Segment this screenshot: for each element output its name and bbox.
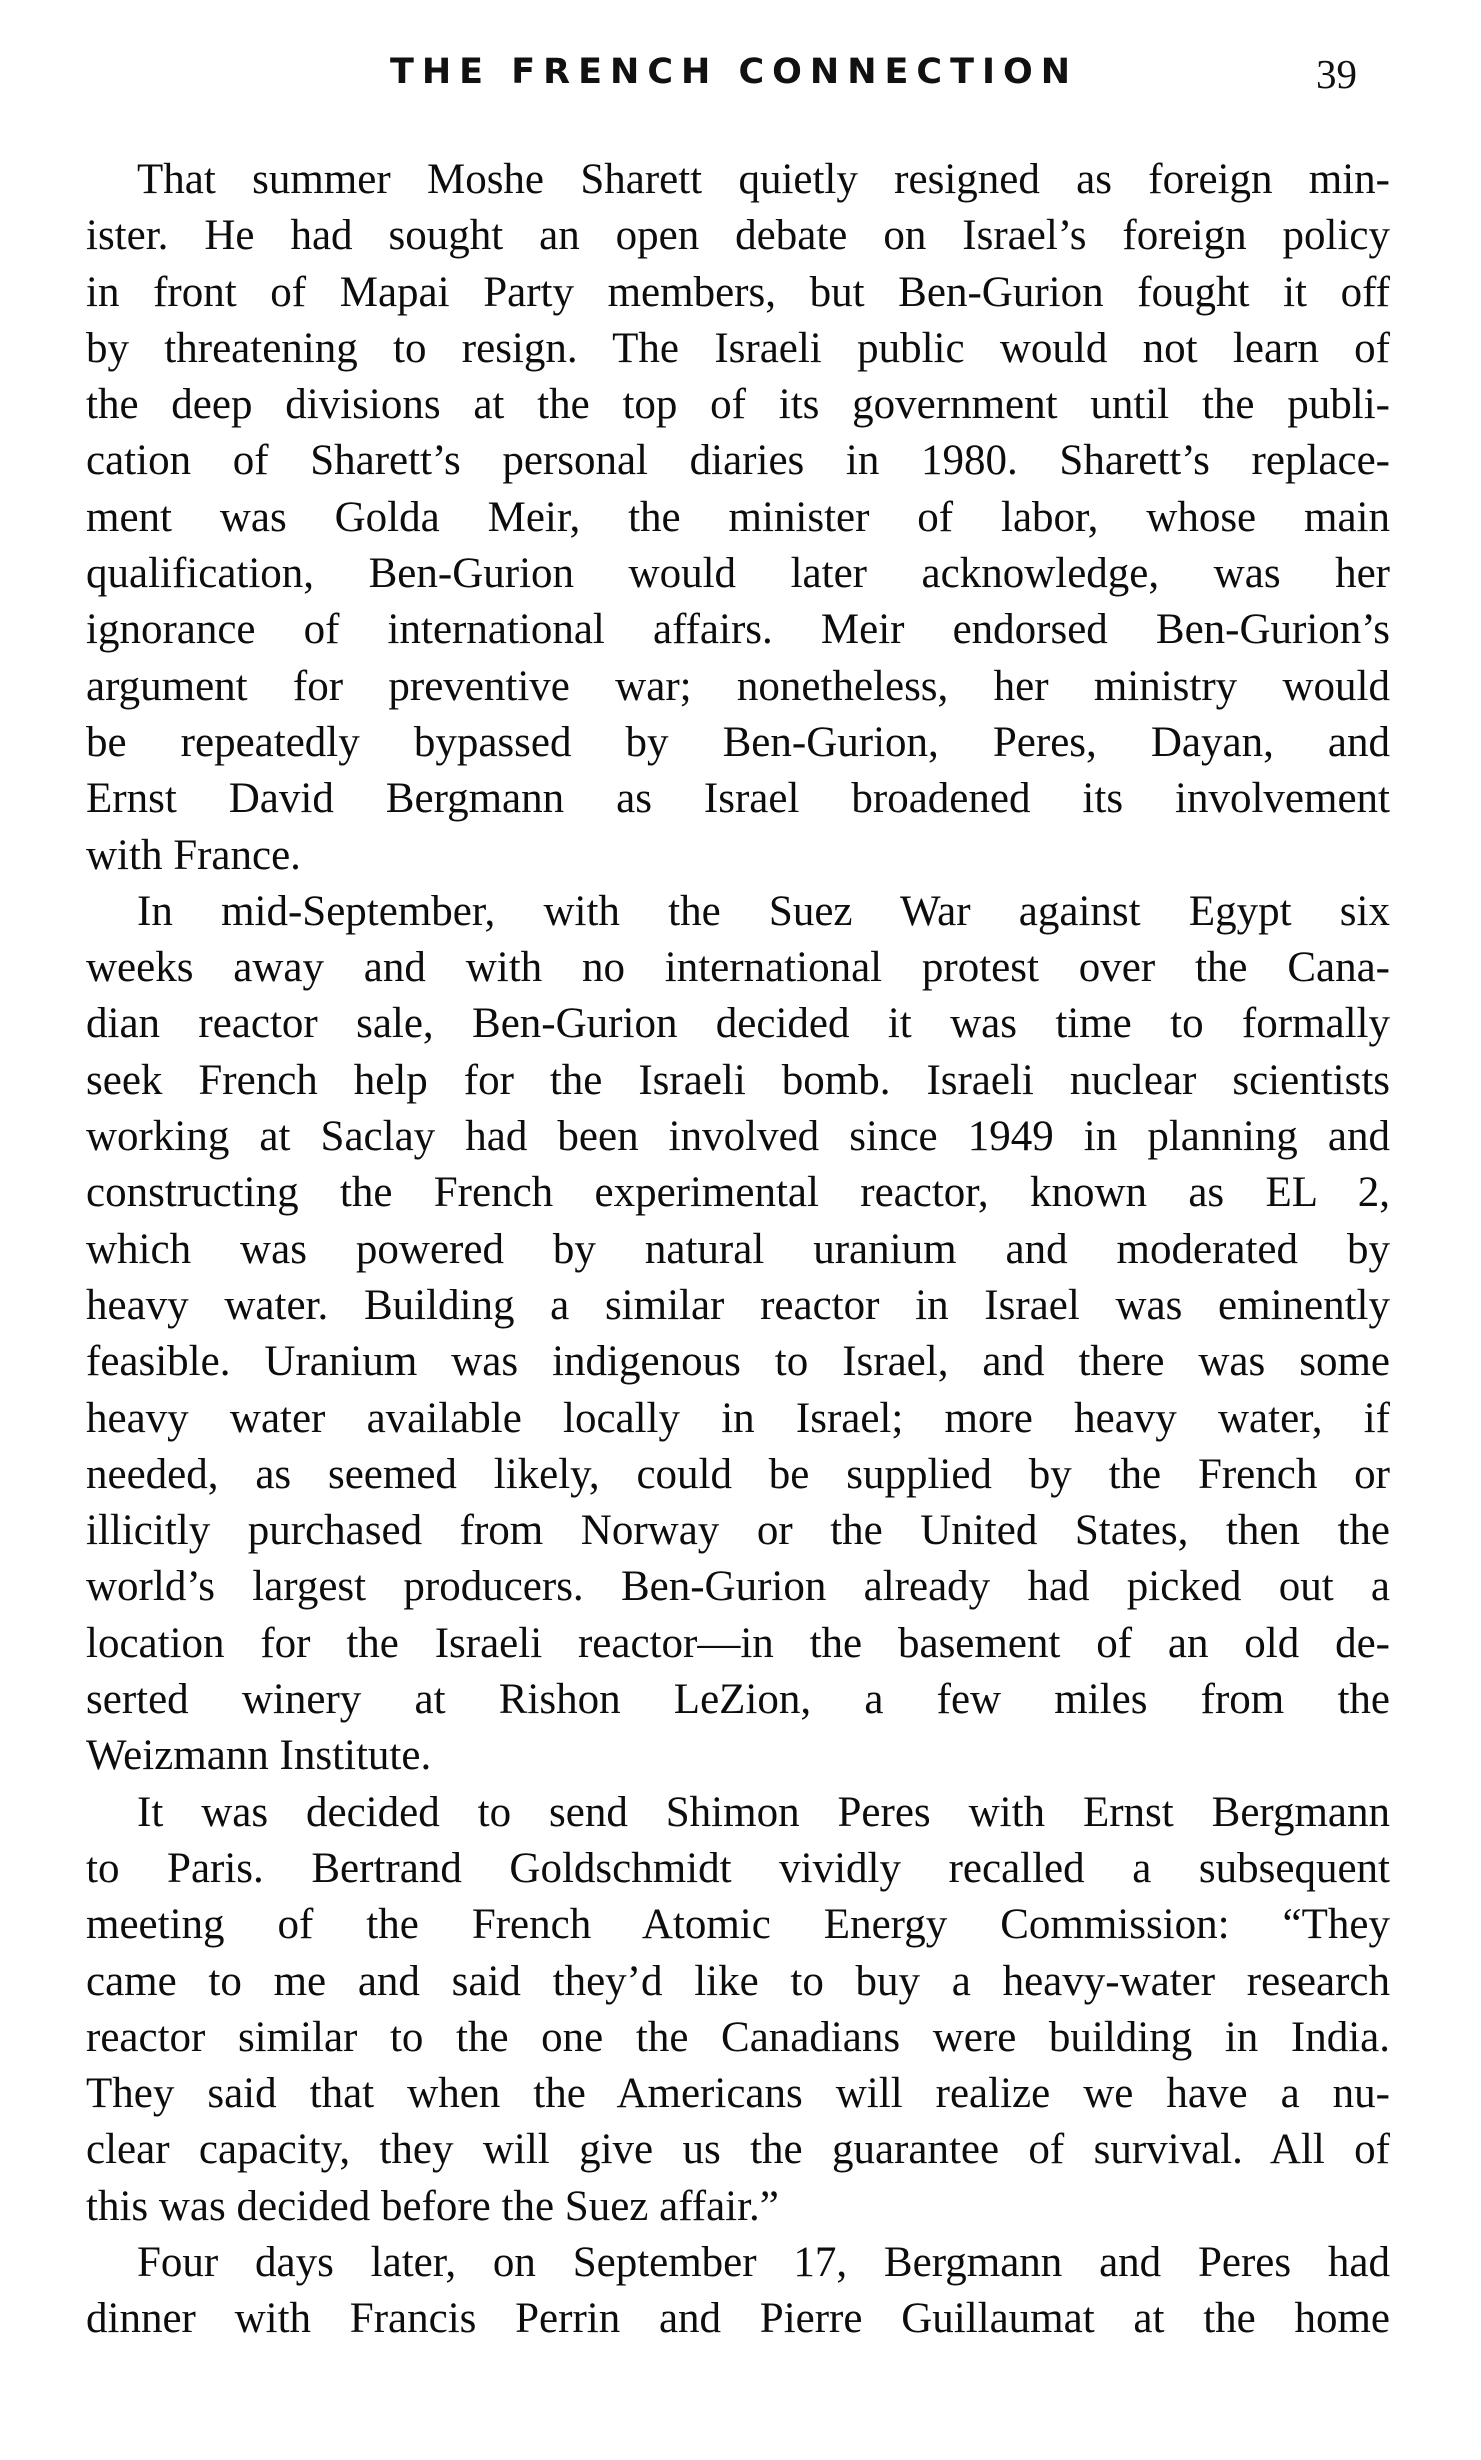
text-line: in front of Mapai Party members, but Ben-Gurion fought it off (86, 268, 1390, 316)
paragraph (86, 2235, 1390, 2348)
text-line: heavy water available locally in Israel; more heavy water, if (86, 1394, 1390, 1442)
text-line: clear capacity, they will give us the guarantee of survival. All of (86, 2126, 1390, 2174)
text-line: qualification, Ben-Gurion would later acknowledge, was her (86, 550, 1390, 598)
text-line: Four days later, on September 17, Bergmann and Peres had (137, 2238, 1390, 2286)
body-text (86, 152, 1390, 2348)
text-line: Weizmann Institute. (86, 1732, 432, 1780)
text-line: the deep divisions at the top of its government until the publi- (86, 381, 1390, 429)
text-line: Ernst David Bergmann as Israel broadened its involvement (86, 775, 1390, 823)
text-line: That summer Moshe Sharett quietly resigned as foreign min- (137, 156, 1390, 203)
paragraph (86, 1785, 1390, 2235)
text-line: working at Saclay had been involved since 1949 in planning and (86, 1113, 1390, 1161)
text-line: this was decided before the Suez affair.” (86, 2182, 779, 2230)
text-line: ment was Golda Meir, the minister of labor, whose main (86, 493, 1390, 541)
text-line: dinner with Francis Perrin and Pierre Guillaumat at the home (86, 2295, 1390, 2343)
text-line: seek French help for the Israeli bomb. Israeli nuclear scientists (86, 1056, 1390, 1104)
text-line: ignorance of international affairs. Meir endorsed Ben-Gurion’s (86, 606, 1390, 654)
text-line: constructing the French experimental reactor, known as EL 2, (86, 1169, 1390, 1217)
paragraph (86, 884, 1390, 1785)
paragraph (86, 152, 1390, 884)
text-line: cation of Sharett’s personal diaries in 1980. Sharett’s replace- (86, 437, 1390, 485)
text-line: serted winery at Rishon LeZion, a few miles from the (86, 1676, 1390, 1724)
text-line: needed, as seemed likely, could be supplied by the French or (86, 1450, 1390, 1498)
text-line: ister. He had sought an open debate on Israel’s foreign policy (86, 212, 1390, 260)
text-line: with France. (86, 831, 301, 879)
text-line: meeting of the French Atomic Energy Commission: “They (86, 1901, 1390, 1949)
text-line: be repeatedly bypassed by Ben-Gurion, Peres, Dayan, and (86, 718, 1390, 766)
text-line: weeks away and with no international protest over the Cana- (86, 944, 1390, 992)
text-line: reactor similar to the one the Canadians were building in India. (86, 2013, 1390, 2061)
text-line: came to me and said they’d like to buy a heavy-water research (86, 1957, 1390, 2005)
text-line: by threatening to resign. The Israeli public would not learn of (86, 324, 1390, 372)
text-line: In mid-September, with the Suez War against Egypt six (137, 887, 1390, 935)
text-line: dian reactor sale, Ben-Gurion decided it was time to formally (86, 1000, 1390, 1048)
text-line: illicitly purchased from Norway or the United States, then the (86, 1507, 1390, 1555)
text-line: location for the Israeli reactor—in the basement of an old de- (86, 1619, 1390, 1667)
text-line: They said that when the Americans will realize we have a nu- (86, 2070, 1390, 2118)
text-line: world’s largest producers. Ben-Gurion already had picked out a (86, 1563, 1390, 1611)
text-line: feasible. Uranium was indigenous to Israel, and there was some (86, 1338, 1390, 1386)
running-head: THE FRENCH CONNECTION (390, 52, 1079, 92)
page-number: 39 (1316, 51, 1357, 97)
text-line: to Paris. Bertrand Goldschmidt vividly recalled a subsequent (86, 1844, 1390, 1892)
text-line: argument for preventive war; nonetheless, her ministry would (86, 662, 1390, 710)
text-line: which was powered by natural uranium and moderated by (86, 1225, 1390, 1273)
text-line: It was decided to send Shimon Peres with Ernst Bergmann (137, 1788, 1390, 1836)
text-line: heavy water. Building a similar reactor in Israel was eminently (86, 1281, 1390, 1329)
